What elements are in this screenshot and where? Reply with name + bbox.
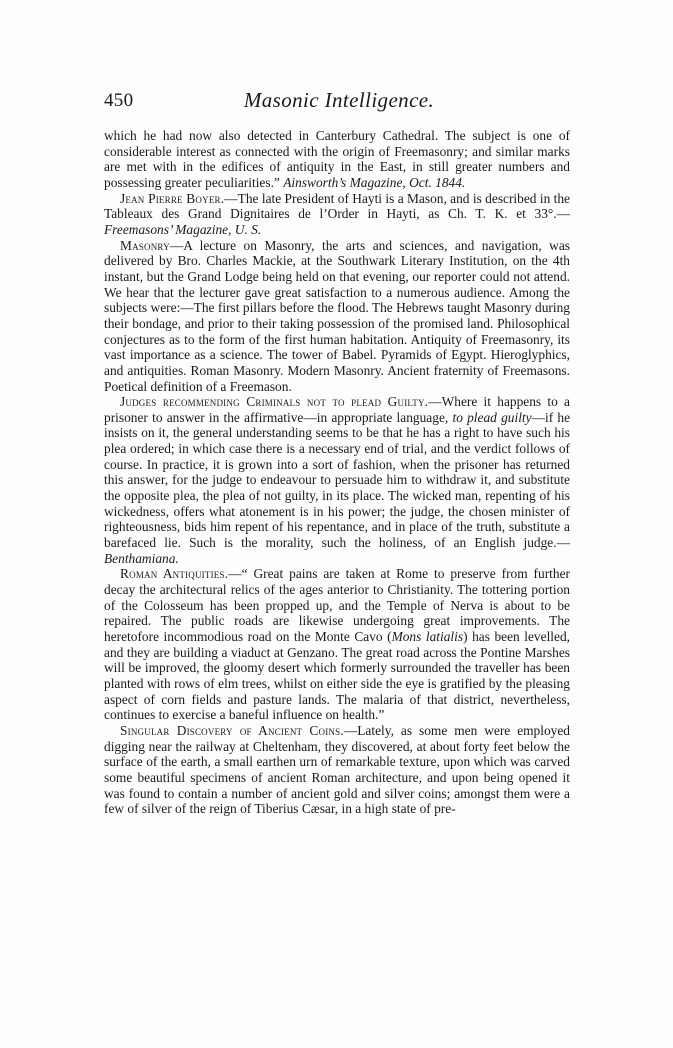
running-title: Masonic Intelligence. [243, 88, 435, 112]
source-citation: Freemasons’ Magazine, U. S. [104, 221, 262, 237]
emphasis-text: to plead guilty [452, 409, 532, 425]
paragraph-text: ) has been levelled, and they are building a viaduct at Genzano. The great road across the Pontine Marshes will be improved, the gloomy desert which formerly surrounded the traveller has been planted with rows of elm trees, whilst on either side the eye is gratified by the pleasing aspect of corn fields and pasture lands. The malaria of that district, nevertheless, continues to exercise a baneful influence on health.” [104, 629, 570, 723]
article-body [104, 128, 570, 817]
paragraph-jean-pierre-boyer [104, 191, 570, 238]
paragraph-heading: Judges recommending Criminals not to plead Guilty. [120, 394, 429, 410]
paragraph-text: —if he insists on it, the general understanding seems to be that he has a right to have such his plea ordered; in which case there is a necessary end of trial, and the verdict follows of course. In practice, it is grown into a sort of fashion, when the prisoner has returned this answer, for the judge to endeavour to persuade him to withdraw it, and substitute the opposite plea, the plea of not guilty, in its place. The wicked man, repenting of his wickedness, offers what atonement is in his power; the judge, the chosen minister of righteousness, bids him repent of his repentance, and in place of the truth, substitute a barefaced lie. Such is the morality, such the holiness, of an English judge.— [104, 409, 571, 551]
paragraph-heading: Roman Antiquities. [120, 566, 229, 582]
paragraph-heading: Jean Pierre Boyer. [120, 190, 225, 206]
paragraph-roman-antiquities [104, 566, 570, 723]
paragraph-canterbury-continuation [104, 128, 570, 191]
paragraph-text: —Lately, as some men were employed digging near the railway at Cheltenham, they discovered, at about forty feet below the surface of the earth, a small earthen urn of remarkable texture, upon which was carved some beautiful specimens of ancient Roman architecture, and upon being opened it was found to contain a number of ancient gold and silver coins; amongst them were a few of silver of the reign of Tiberius Cæsar, in a high state of pre- [104, 722, 570, 817]
paragraph-heading: Masonry [120, 237, 170, 253]
paragraph-masonry-lecture [104, 238, 570, 395]
paragraph-text: which he had now also detected in Canterbury Cathedral. The subject is one of considerable interest as connected with the origin of Freemasonry; and similar marks are met with in the edifices of antiquity in the East, in still greater numbers and possessing greater peculiarities.” [104, 128, 570, 190]
emphasis-text: Mons latialis [391, 629, 464, 644]
paragraph-ancient-coins [104, 723, 570, 817]
paragraph-text: —A lecture on Masonry, the arts and sciences, and navigation, was delivered by Bro. Charles Mackie, at the Southwark Literary Institution, on the 4th instant, but the Grand Lodge being held on that evening, our reporter could not attend. We hear that the lecturer gave great satisfaction to a numerous audience. Among the subjects were:—The first pillars before the flood. The Hebrews taught Masonry during their bondage, and prior to their taking possession of the promised land. Philosophical conjectures as to the form of the first human habitation. Antiquity of Freemasonry, its vast importance as a science. The tower of Babel. Pyramids of Egypt. Hieroglyphics, and antiquities. Roman Masonry. Modern Masonry. Ancient fraternity of Freemasons. Poetical definition of a Freemason. [104, 237, 570, 394]
page-header [104, 90, 574, 120]
page-number: 450 [104, 90, 134, 111]
paragraph-heading: Singular Discovery of Ancient Coins. [120, 722, 344, 738]
source-citation: Benthamiana. [104, 550, 179, 566]
paragraph-judges-criminals [104, 394, 570, 566]
paragraph-text: —“ Great pains are taken at Rome to preserve from further decay the architectural relics of the ages anterior to Christianity. The tottering portion of the Colosseum has been propped up, and the Temple of Nerva is about to be repaired. The public roads are likewise undergoing great improvements. The heretofore incommodious road on the Monte Cavo ( [104, 566, 570, 644]
source-citation: Ainsworth’s Magazine, Oct. 1844. [283, 174, 466, 190]
paragraph-text: —The late President of Hayti is a Mason, and is described in the Tableaux des Grand Dignitaires de l’Order in Hayti, as Ch. T. K. et 33°.— [104, 190, 570, 222]
paragraph-text: —Where it happens to a prisoner to answer in the affirmative—in appropriate language, [104, 394, 571, 425]
